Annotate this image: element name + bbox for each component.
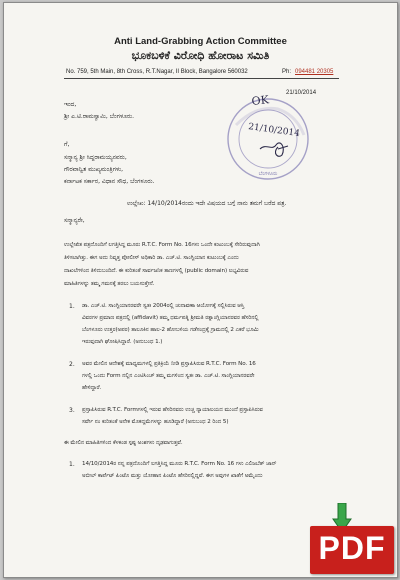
point-number: 3. [69, 407, 75, 414]
point-line: ಹೇಳಿದ್ದಾರೆ. [82, 385, 102, 391]
point-line: ಸರ್ವೇ ನಂ ಕುರಿತಂತೆ ಅನೇಕ ಮೊಕದ್ದಮೆಗಳನ್ನು ಹೂಡಿದ್ದಾರೆ (ಅನುಬಂಧ 2 ರಿಂದ 5) [82, 419, 229, 425]
point-line: ಬೆಂಗಳೂರು ಉತ್ತರ(ಅಪರ) ತಾಲೂಕಿನ ಹಾಲ-2 ಹೋಬಳಿಯ ಗಡೆಸಂದ್ರಕ್ಕೆ ಗ್ರಾಮದಲ್ಲಿ 2 ಎಕರೆ ಭೂಮಿ [82, 327, 259, 333]
greeting: ಸನ್ಮಾನ್ಯರೇ, [64, 217, 85, 224]
signature-scribble [260, 143, 283, 156]
pdf-download-button[interactable] [310, 526, 394, 574]
intro-line: ಮಾಹಿತಿಗಳನ್ನು ತಮ್ಮ ಗಮನಕ್ಕೆ ತರಲು ಬಯಸುತ್ತೇನೆ. [64, 281, 155, 287]
phone-number: 094481 20305 [295, 69, 334, 75]
handwritten-ok: OK [250, 93, 270, 108]
recipient-label: ಗೆ, [64, 141, 70, 148]
recipient-line: ಕರ್ನಾಟಕ ಸರ್ಕಾರ, ವಿಧಾನ ಸೌಧ, ಬೆಂಗಳೂರು. [64, 178, 155, 185]
point-line: 14/10/2014ರ ನನ್ನ ಪತ್ರದೊಂದಿಗೆ ಲಗತ್ತಿಸಿದ್ದ ಮೂರು R.T.C. Form No. 16 ಗಳು ಎಲಿಜಬೆತ್ ಜಾನ್ [82, 461, 277, 467]
sender-label: ಇಂದ, [64, 101, 77, 108]
subject-line: ಉಲ್ಲೇಖ: 14/10/2014ರಂದು ಇದೇ ವಿಷಯದ ಬಗ್ಗೆ ನಾನು ತಮಗೆ ಬರೆದ ಪತ್ರ. [127, 200, 287, 207]
intro-line: ದಾಖಲೆಗಳಿಂದ ತಿಳಿದುಬಂದಿದೆ. ಈ ಕುರಿತಂತೆ ಸಾರ್ವಜನಿಕ ತಾಣಗಳಲ್ಲಿ (public domain) ಲಭ್ಯವಿರುವ [64, 268, 249, 274]
point-line: ಪ್ರಸ್ತಾಪಿಸಿರುವ R.T.C. Formಗಳಲ್ಲಿ ಇರುವ ಹೆಸರಿನವರು ಉಚ್ಚ ನ್ಯಾಯಾಲಯದ ಮುಂದೆ ಪ್ರಸ್ತಾಪಿಸಿರುವ [82, 407, 263, 413]
recipient-line: ಸನ್ಮಾನ್ಯ ಶ್ರೀ ಸಿದ್ದರಾಮಯ್ಯನವರು, [64, 154, 127, 161]
intro-line: ತಿಳಿಸಲಾಗಿತ್ತು. ಈಗ ಅದು ನಿವೃತ್ತ ಪೋಲೀಸ್ ಅಧಿಕಾರಿ ಡಾ. ಎಚ್.ಟಿ. ಸಾಂಗ್ಲಿಯಾನ ಕುಟುಂಬಕ್ಕೆ ಎಂದು [64, 255, 239, 261]
point-line: ಇರುವುದಾಗಿ ಘೋಷಿಸಿದ್ದಾರೆ. (ಅನುಬಂಧ 1.) [82, 339, 163, 345]
stamp-label: ಬೆಂಗಳೂರು [258, 171, 278, 177]
org-address: No. 759, 5th Main, 8th Cross, R.T.Nagar, II Block, Bangalore 560032 [66, 69, 248, 75]
phone-label: Ph: [282, 69, 292, 75]
point-number: 1. [69, 303, 75, 310]
handwritten-date: 21/10/2014 [247, 122, 301, 140]
org-title-kannada: ಭೂಕಬಳಿಕೆ ವಿರೋಧಿ ಹೋರಾಟ ಸಮಿತಿ [131, 49, 270, 62]
section2-heading: ಈ ಮೇಲಿನ ಮಾಹಿತಿಗಳಿಂದ ಕೆಳಕಂಡ ಸ್ಪಷ್ಟ ಅಂಶಗಳು ದೃಢವಾಗುತ್ತವೆ. [64, 440, 183, 446]
point-line: ಡಾ. ಎಚ್.ಟಿ. ಸಾಂಗ್ಲಿಯಾನರವರೇ ಸ್ವತಃ 2004ರಲ್ಲಿ ಚುನಾವಣಾ ಆಯೋಗಕ್ಕೆ ಸಲ್ಲಿಸಿರುವ ಆಸ್ತಿ [82, 303, 245, 309]
point-line: ಅಬೀಲ್ ಕಾರ್ಪೆಟ್ ಪಿಂಟೊ ಮತ್ತು ಯೋಹಾನ ಪಿಂಟೊ ಹೆಸರಿನಲ್ಲಿದ್ದವೆ. ಈಗ ಅವುಗಳ ಖಾತೆಗೆ ಅಮೈಂದು [82, 473, 263, 479]
point-number: 2. [69, 361, 75, 368]
recipient-line: ಗೌರವಾನ್ವಿತ ಮುಖ್ಯಮಂತ್ರಿಗಳು, [64, 166, 124, 173]
header-divider [64, 78, 339, 79]
point-number: 1. [69, 461, 75, 468]
point-line: ಗಳಲ್ಲಿ ಒಂದು Form ನಲ್ಲಿನ ಎಂಟಿಸಿಂಚ್ ತಮ್ಮ ಮಗಳಿಂದ ಸ್ವತಃ ಡಾ. ಎಚ್.ಟಿ. ಸಾಂಗ್ಲಿಯಾನರವರೇ [82, 373, 255, 379]
letter-date: 21/10/2014 [286, 90, 317, 96]
intro-line: ಉಲ್ಲೇಖಿತ ಪತ್ರದೊಂದಿಗೆ ಲಗತ್ತಿಸಿದ್ದ ಮೂರು R.T.C. Form No. 16ಗಳು ಒಂದೇ ಕುಟುಂಬಕ್ಕೆ ಸೇರಿರುವುದಾಗಿ [64, 242, 260, 248]
point-line: ಅವರ ಮೇಲಿನ ಆದೇಶಕ್ಕೆ ಮಾಧ್ಯಮಗಳಲ್ಲಿ ಪ್ರತಿಕ್ರಿಯೆ ನೀಡಿ ಪ್ರಸ್ತಾಪಿಸಿರುವ R.T.C. Form No. 16 [82, 361, 256, 367]
pdf-label: PDF [318, 530, 386, 566]
committee-stamp [216, 85, 316, 185]
sender-name: ಶ್ರೀ ಎ.ಟಿ.ರಾಮಸ್ವಾಮಿ, ಬೆಂಗಳೂರು. [64, 113, 135, 120]
org-title-english: Anti Land-Grabbing Action Committee [114, 36, 287, 47]
letter-page [3, 2, 398, 578]
point-line: ವಿವರಗಳ ಪ್ರಮಾಣ ಪತ್ರದಲ್ಲಿ (affidavit) ತಮ್ಮ ಧರ್ಮಪತ್ನಿ ಶ್ರೀಮತಿ ರತ್ನಾಂಗ್ಲಿಯಾನರವರ ಹೆಸರಿನಲ್ಲಿ [82, 315, 259, 321]
